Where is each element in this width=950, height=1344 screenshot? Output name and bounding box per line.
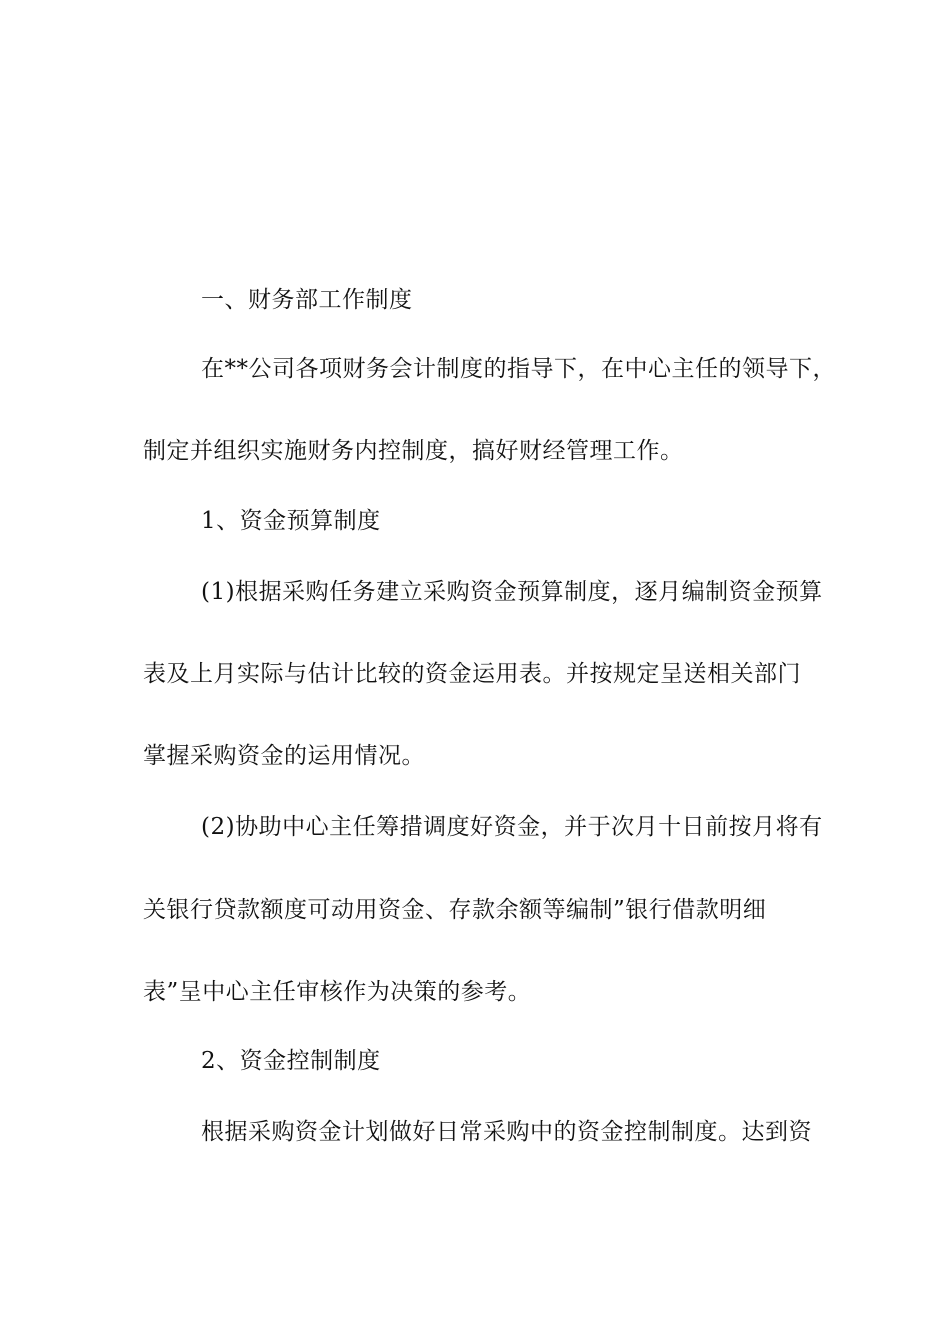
subsection-heading: 1、资金预算制度 bbox=[201, 508, 381, 534]
paragraph-line: 关银行贷款额度可动用资金、存款余额等编制”银行借款明细 bbox=[143, 897, 767, 923]
paragraph-line: 表”呈中心主任审核作为决策的参考。 bbox=[143, 979, 532, 1005]
paragraph-line: 在**公司各项财务会计制度的指导下，在中心主任的领导下， bbox=[201, 356, 836, 382]
paragraph-line: 制定并组织实施财务内控制度，搞好财经管理工作。 bbox=[143, 438, 684, 464]
paragraph-line: (2)协助中心主任筹措调度好资金，并于次月十日前按月将有 bbox=[201, 814, 823, 840]
paragraph-line: 掌握采购资金的运用情况。 bbox=[143, 743, 425, 769]
subsection-heading: 2、资金控制制度 bbox=[201, 1048, 381, 1074]
section-heading: 一、财务部工作制度 bbox=[201, 287, 413, 313]
paragraph-line: 表及上月实际与估计比较的资金运用表。并按规定呈送相关部门 bbox=[143, 661, 801, 687]
paragraph-line: 根据采购资金计划做好日常采购中的资金控制制度。达到资 bbox=[201, 1119, 812, 1145]
paragraph-line: (1)根据采购任务建立采购资金预算制度，逐月编制资金预算 bbox=[201, 579, 823, 605]
